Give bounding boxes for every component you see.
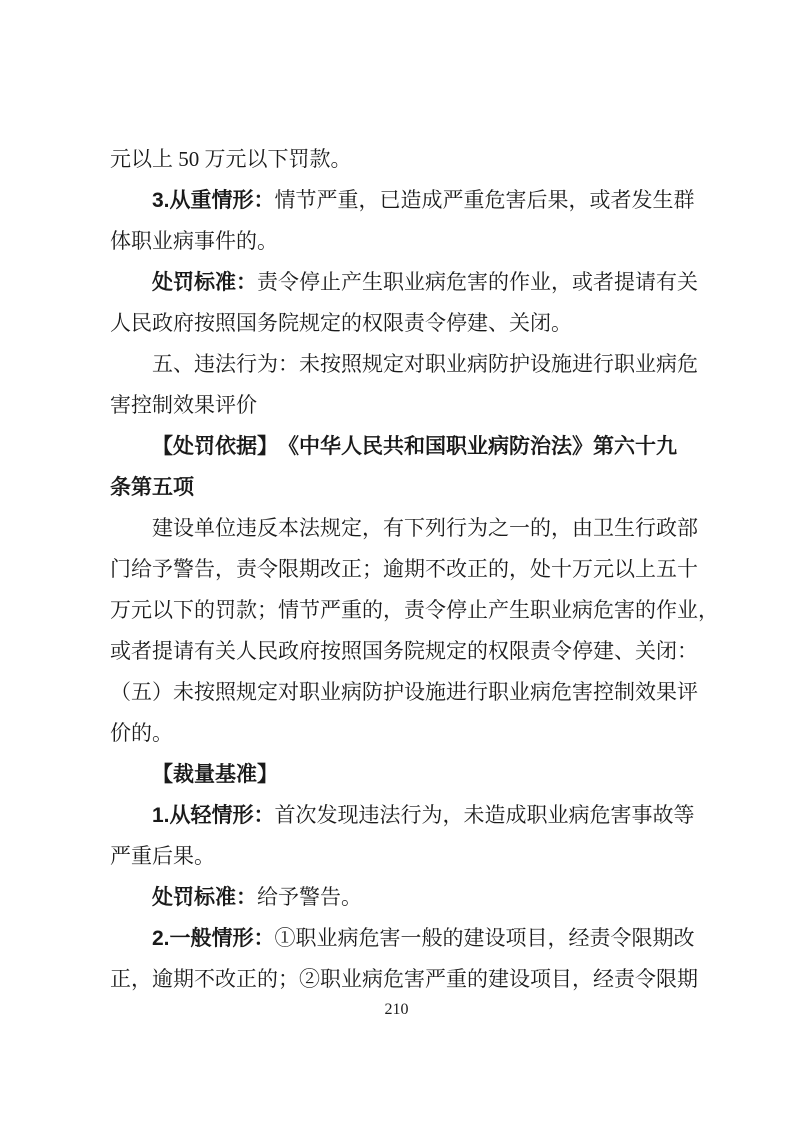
text-segment: 建设单位违反本法规定，有下列行为之一的，由卫生行政部	[152, 516, 698, 540]
text-line	[110, 672, 710, 713]
text-line	[110, 877, 710, 918]
text-line	[110, 590, 719, 631]
bold-text-segment: 处罚标准：	[152, 886, 257, 909]
text-segment: 害控制效果评价	[110, 393, 257, 417]
bold-text-segment: 处罚标准：	[152, 271, 257, 294]
text-line	[110, 262, 710, 303]
text-line	[110, 795, 710, 836]
text-line	[110, 959, 710, 1000]
page-number: 210	[384, 1001, 409, 1018]
text-segment: ①职业病危害一般的建设项目，经责令限期改	[274, 926, 695, 950]
text-segment: 严重后果。	[110, 844, 215, 868]
text-line	[110, 713, 710, 754]
text-segment: 五、违法行为：未按照规定对职业病防护设施进行职业病危	[152, 352, 698, 376]
bold-text-segment: 条第五项	[110, 476, 194, 499]
bold-text-segment: 【裁量基准】	[152, 763, 278, 786]
text-line	[110, 754, 710, 795]
text-segment: 元以上 50 万元以下罚款。	[110, 147, 352, 171]
text-line	[110, 221, 710, 262]
bold-text-segment: 1.从轻情形：	[152, 804, 275, 827]
text-line	[110, 631, 710, 672]
bold-text-segment: 3.从重情形：	[152, 189, 275, 212]
text-segment: 门给予警告，责令限期改正；逾期不改正的，处十万元以上五十	[110, 557, 698, 581]
text-line	[110, 139, 710, 180]
text-line	[110, 508, 710, 549]
bold-text-segment: 【处罚依据】 《中华人民共和国职业病防治法》第六十九	[152, 435, 677, 458]
document-body	[110, 139, 719, 1000]
text-segment: 价的。	[110, 721, 173, 745]
text-line	[110, 426, 710, 467]
bold-text-segment: 2.一般情形：	[152, 927, 275, 950]
text-segment: 人民政府按照国务院规定的权限责令停建、关闭。	[110, 311, 572, 335]
text-segment: 责令停止产生职业病危害的作业，或者提请有关	[257, 270, 698, 294]
text-line	[110, 836, 710, 877]
text-line	[110, 385, 710, 426]
text-line	[110, 180, 710, 221]
text-segment: 给予警告。	[257, 885, 362, 909]
text-line	[110, 303, 710, 344]
text-segment: 正，逾期不改正的；②职业病危害严重的建设项目，经责令限期	[110, 967, 698, 991]
text-segment: 万元以下的罚款；情节严重的，责令停止产生职业病危害的作业，	[110, 598, 719, 622]
text-line	[110, 344, 710, 385]
text-line	[110, 918, 710, 959]
text-segment: 体职业病事件的。	[110, 229, 278, 253]
text-segment: 情节严重，已造成严重危害后果，或者发生群	[274, 188, 695, 212]
text-segment: 首次发现违法行为，未造成职业病危害事故等	[274, 803, 695, 827]
text-line	[110, 467, 710, 508]
text-line	[110, 549, 710, 590]
text-segment: （五）未按照规定对职业病防护设施进行职业病危害控制效果评	[110, 680, 698, 704]
text-segment: 或者提请有关人民政府按照国务院规定的权限责令停建、关闭：	[110, 639, 698, 663]
